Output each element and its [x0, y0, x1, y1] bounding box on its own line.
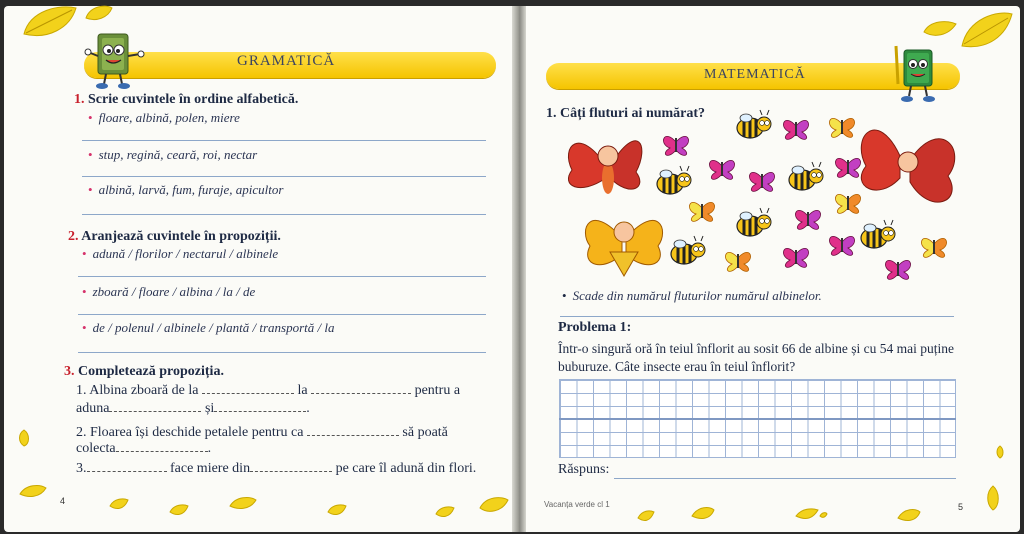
- leaf-icon: [478, 494, 510, 516]
- leaf-icon: [958, 8, 1014, 52]
- problem-text: Într-o singură oră în teiul înflorit au sosit 66 de albine și cu 54 mai puține buburuze. Câte insecte erau în teiul înflorit?: [558, 341, 955, 374]
- blank-field[interactable]: [311, 382, 411, 394]
- leaf-icon: [434, 504, 456, 520]
- answer-line[interactable]: [78, 276, 486, 277]
- blank-field[interactable]: [202, 382, 294, 394]
- ex1-item-1: • floare, albină, polen, miere: [88, 110, 240, 125]
- ex2-item-3: • de / polenul / albinele / plantă / transportă / la: [82, 320, 335, 335]
- grid-divider: [559, 418, 956, 420]
- blank-field[interactable]: [116, 440, 208, 452]
- page-number-right: 5: [958, 502, 964, 512]
- problem-title: Problema 1:: [558, 320, 632, 335]
- sentence-2-line-1: 2. Floarea își deschide petalele pentru ca să poată: [76, 425, 448, 440]
- large-butterfly-icon: [861, 130, 954, 202]
- exercise-2-title: 2. Aranjează cuvintele în propoziții.: [68, 229, 281, 244]
- answer-label: Răspuns:: [558, 462, 610, 477]
- footer-text: Vacanța verde cl 1: [544, 500, 610, 509]
- math-title: MATEMATICĂ: [704, 67, 806, 82]
- butterflies-and-bees-illustration: [560, 106, 970, 284]
- sentence-3: 3. face miere din pe care îl adună din flori.: [76, 461, 477, 476]
- leaf-icon: [168, 502, 190, 518]
- leaf-icon: [922, 18, 958, 40]
- leaf-icon: [108, 496, 130, 512]
- leaf-icon: [84, 4, 114, 22]
- leaf-icon: [794, 506, 828, 522]
- leaf-icon: [20, 4, 80, 40]
- leaf-icon: [994, 444, 1006, 460]
- book-gutter: [512, 6, 526, 532]
- answer-line[interactable]: [82, 140, 486, 141]
- leaf-icon: [16, 428, 32, 448]
- leaf-icon: [690, 504, 716, 522]
- ex2-item-1: • adună / florilor / nectarul / albinele: [82, 246, 279, 261]
- leaf-icon: [228, 494, 258, 512]
- grammar-title: GRAMATICĂ: [237, 53, 336, 69]
- answer-line[interactable]: [82, 214, 486, 215]
- answer-line[interactable]: [82, 176, 486, 177]
- blank-field[interactable]: [250, 460, 332, 472]
- ex1-item-3: • albină, larvă, fum, furaje, apicultor: [88, 182, 284, 197]
- leaf-icon: [896, 506, 922, 524]
- ex2-item-2: • zboară / floare / albina / la / de: [82, 284, 256, 299]
- blank-field[interactable]: [307, 424, 399, 436]
- page-number-left: 4: [60, 496, 66, 506]
- answer-line[interactable]: [78, 314, 486, 315]
- ex1-item-2: • stup, regină, ceară, roi, nectar: [88, 147, 258, 162]
- blank-field[interactable]: [87, 460, 167, 472]
- leaf-icon: [984, 484, 1002, 512]
- sentence-1-line-2: aduna și .: [76, 401, 310, 416]
- book-mascot-icon: [890, 44, 944, 106]
- math-subtask: • Scade din numărul fluturilor numărul albinelor.: [562, 288, 822, 303]
- math-exercise-1-title: 1. Câți fluturi ai numărat?: [546, 106, 706, 121]
- leaf-icon: [18, 482, 48, 500]
- exercise-3-title: 3. Completează propoziția.: [64, 364, 224, 379]
- exercise-1-title: 1. Scrie cuvintele în ordine alfabetică.: [74, 92, 299, 107]
- sentence-1-line-1: 1. Albina zboară de la la pentru a: [76, 383, 461, 398]
- sentence-2-line-2: colecta .: [76, 441, 212, 456]
- book-mascot-icon: [84, 30, 148, 90]
- leaf-icon: [636, 508, 656, 524]
- answer-line[interactable]: [560, 316, 954, 317]
- leaf-icon: [326, 502, 348, 518]
- answer-line[interactable]: [78, 352, 486, 353]
- blank-field[interactable]: [109, 400, 201, 412]
- blank-field[interactable]: [214, 400, 306, 412]
- large-butterfly-icon: [585, 220, 662, 276]
- large-butterfly-icon: [568, 141, 641, 194]
- answer-line[interactable]: [614, 478, 956, 479]
